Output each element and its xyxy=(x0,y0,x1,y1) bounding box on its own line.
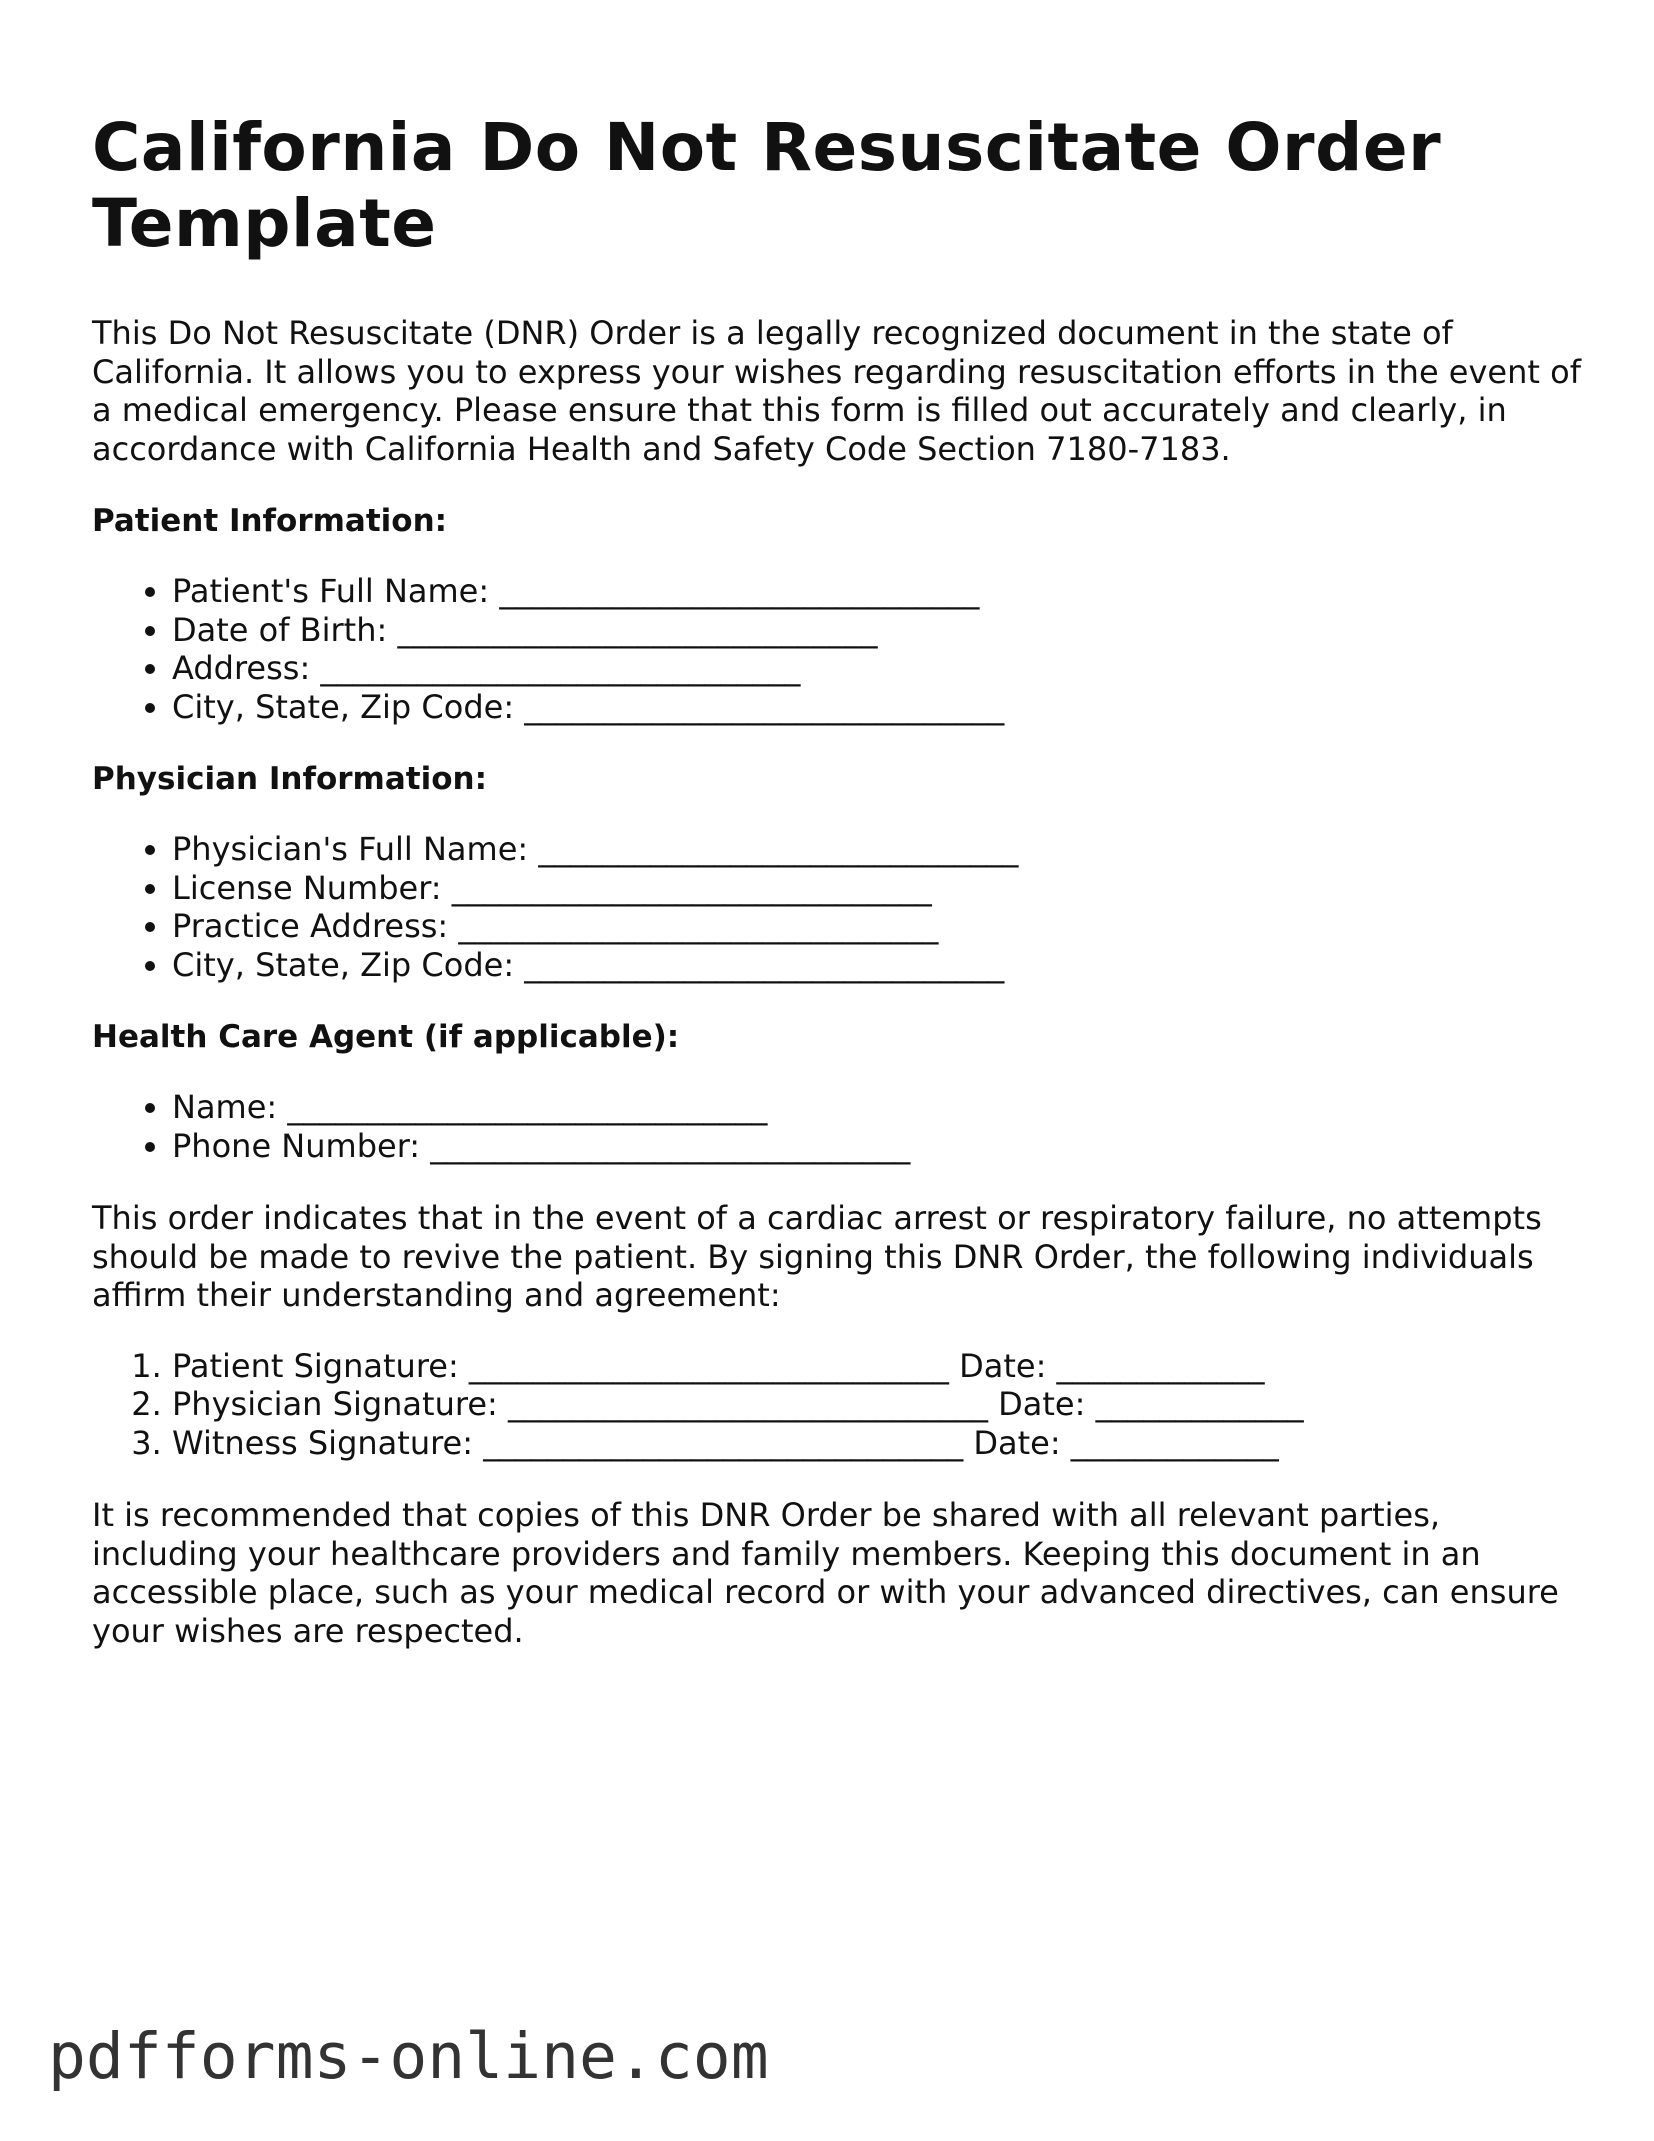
signature-list xyxy=(92,1347,1582,1463)
patient-info-list xyxy=(92,572,1582,726)
watermark: pdfforms-online.com xyxy=(48,2020,769,2093)
physician-signature-line[interactable]: 2. Physician Signature: ______________________________ Date: _____________ xyxy=(172,1385,1582,1424)
document-page xyxy=(92,110,1582,1650)
closing-paragraph: It is recommended that copies of this DNR Order be shared with all relevant parties, including your healthcare providers and family members. Keeping this document in an accessible place, such as your medical record or with your advanced directives, can ensure your wishes are respected. xyxy=(92,1496,1559,1650)
patient-info-heading: Patient Information: xyxy=(92,503,448,539)
agent-info-heading: Health Care Agent (if applicable): xyxy=(92,1019,680,1055)
witness-signature-line[interactable]: 3. Witness Signature: ______________________________ Date: _____________ xyxy=(172,1424,1582,1463)
physician-city-state-zip-field[interactable]: • City, State, Zip Code: ______________________________ xyxy=(172,946,1582,985)
page-title: California Do Not Resuscitate Order Template xyxy=(92,109,1442,262)
patient-signature-line[interactable]: 1. Patient Signature: ______________________________ Date: _____________ xyxy=(172,1347,1582,1386)
physician-practice-address-field[interactable]: • Practice Address: ______________________________ xyxy=(172,907,1582,946)
agent-name-field[interactable]: • Name: ______________________________ xyxy=(172,1088,1582,1127)
intro-paragraph: This Do Not Resuscitate (DNR) Order is a legally recognized document in the state of California. It allows you to express your wishes regarding resuscitation efforts in the event of a medical emergency. Please ensure that this form is filled out accurately and clearly, in accordance with California Health and Safety Code Section 7180-7183. xyxy=(92,314,1581,468)
patient-name-field[interactable]: • Patient's Full Name: ______________________________ xyxy=(172,572,1582,611)
patient-dob-field[interactable]: • Date of Birth: ______________________________ xyxy=(172,611,1582,650)
physician-info-list xyxy=(92,830,1582,984)
patient-address-field[interactable]: • Address: ______________________________ xyxy=(172,649,1582,688)
patient-city-state-zip-field[interactable]: • City, State, Zip Code: ______________________________ xyxy=(172,688,1582,727)
physician-name-field[interactable]: • Physician's Full Name: ______________________________ xyxy=(172,830,1582,869)
physician-info-heading: Physician Information: xyxy=(92,761,487,797)
order-paragraph: This order indicates that in the event of a cardiac arrest or respiratory failure, no attempts should be made to revive the patient. By signing this DNR Order, the following individuals affirm their understanding and agreement: xyxy=(92,1199,1542,1314)
physician-license-field[interactable]: • License Number: ______________________________ xyxy=(172,869,1582,908)
agent-phone-field[interactable]: • Phone Number: ______________________________ xyxy=(172,1127,1582,1166)
agent-info-list xyxy=(92,1088,1582,1165)
